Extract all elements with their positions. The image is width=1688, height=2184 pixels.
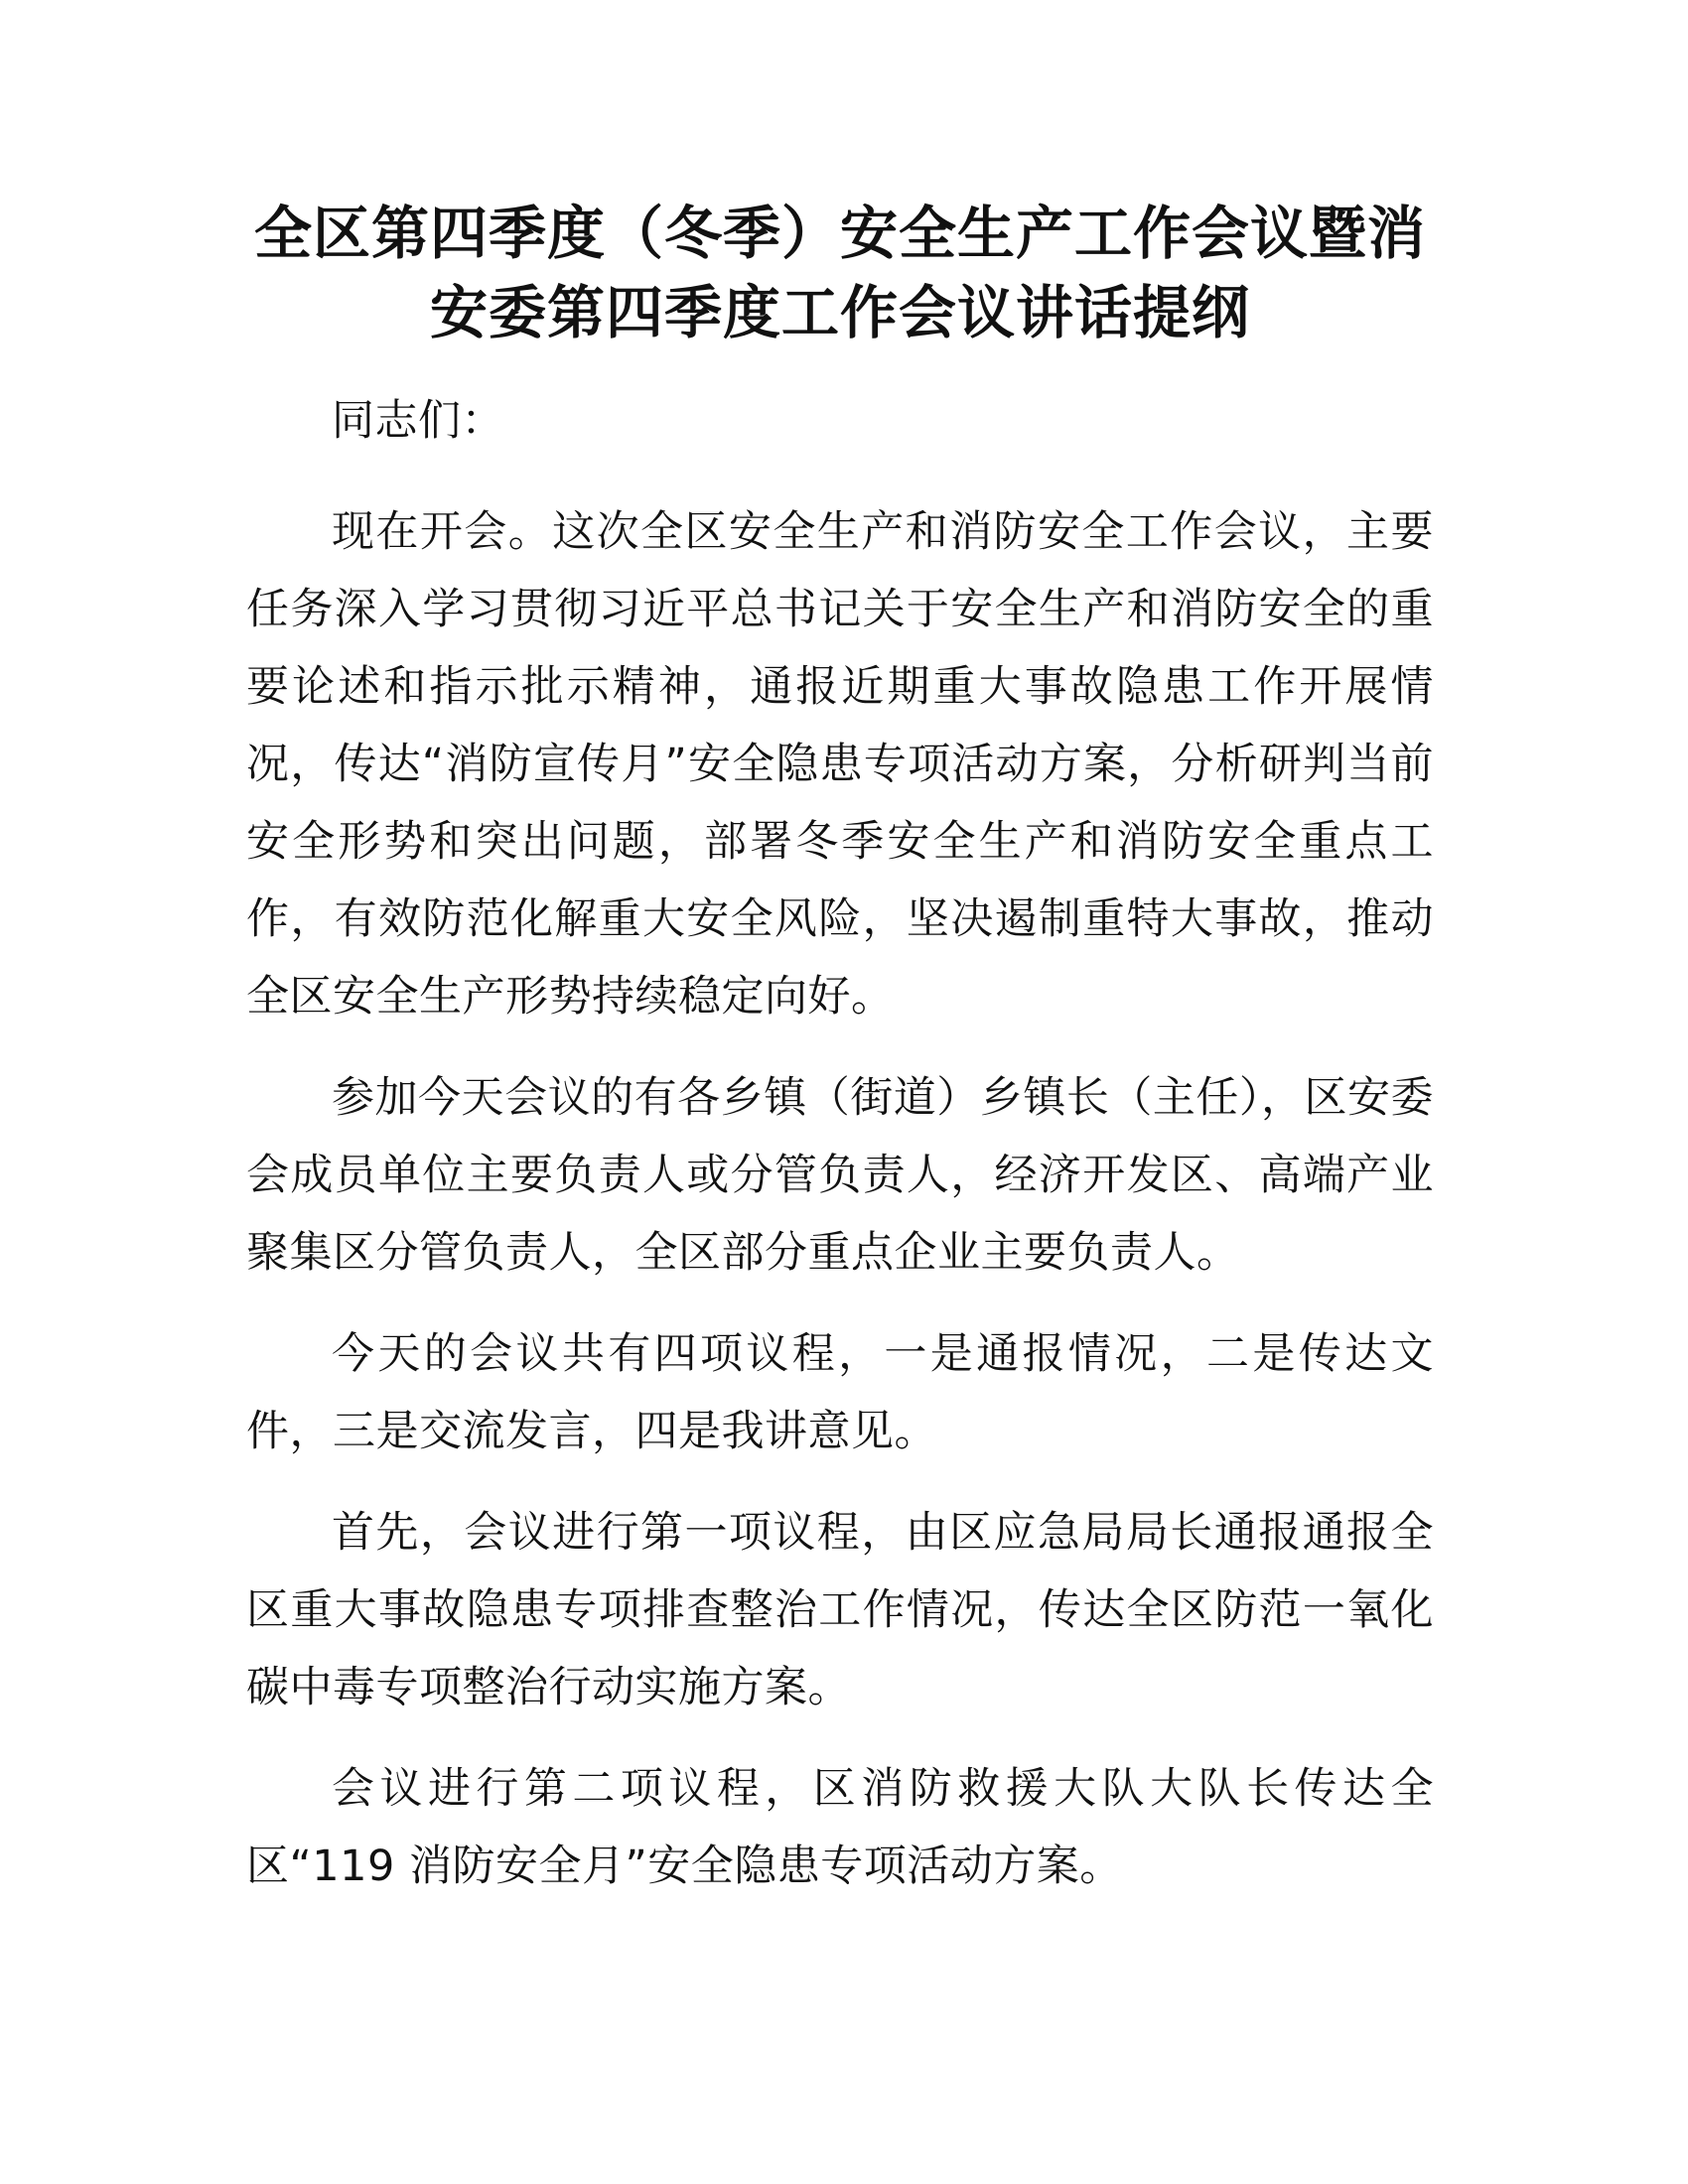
paragraph-agenda-item-1: 首先，会议进行第一项议程，由区应急局局长通报通报全区重大事故隐患专项排查整治工作情况，传达全区防范一氧化碳中毒专项整治行动实施方案。 (246, 1508, 1434, 1712)
document-body (246, 382, 1434, 1905)
salutation: 同志们： (332, 396, 504, 446)
title-line-2: 安委第四季度工作会议讲话提纲 (429, 279, 1250, 346)
document-content (246, 194, 1434, 1929)
paragraph-agenda-item-2: 会议进行第二项议程，区消防救援大队大队长传达全区“119 消防安全月”安全隐患专项活动方案。 (246, 1764, 1434, 1891)
paragraph-opening: 现在开会。这次全区安全生产和消防安全工作会议，主要任务深入学习贯彻习近平总书记关于安全生产和消防安全的重要论述和指示批示精神，通报近期重大事故隐患工作开展情况，传达“消防宣传月”安全隐患专项活动方案，分析研判当前安全形势和突出问题，部署冬季安全生产和消防安全重点工作，有效防范化解重大安全风险，坚决遏制重特大事故，推动全区安全生产形势持续稳定向好。 (246, 507, 1434, 1022)
paragraph-agenda: 今天的会议共有四项议程，一是通报情况，二是传达文件，三是交流发言，四是我讲意见。 (246, 1329, 1434, 1456)
title-line-1: 全区第四季度（冬季）安全生产工作会议暨消 (253, 200, 1426, 267)
document-title (246, 194, 1434, 352)
paragraph-attendees: 参加今天会议的有各乡镇（街道）乡镇长（主任），区安委会成员单位主要负责人或分管负责人，经济开发区、高端产业聚集区分管负责人，全区部分重点企业主要负责人。 (246, 1073, 1434, 1278)
